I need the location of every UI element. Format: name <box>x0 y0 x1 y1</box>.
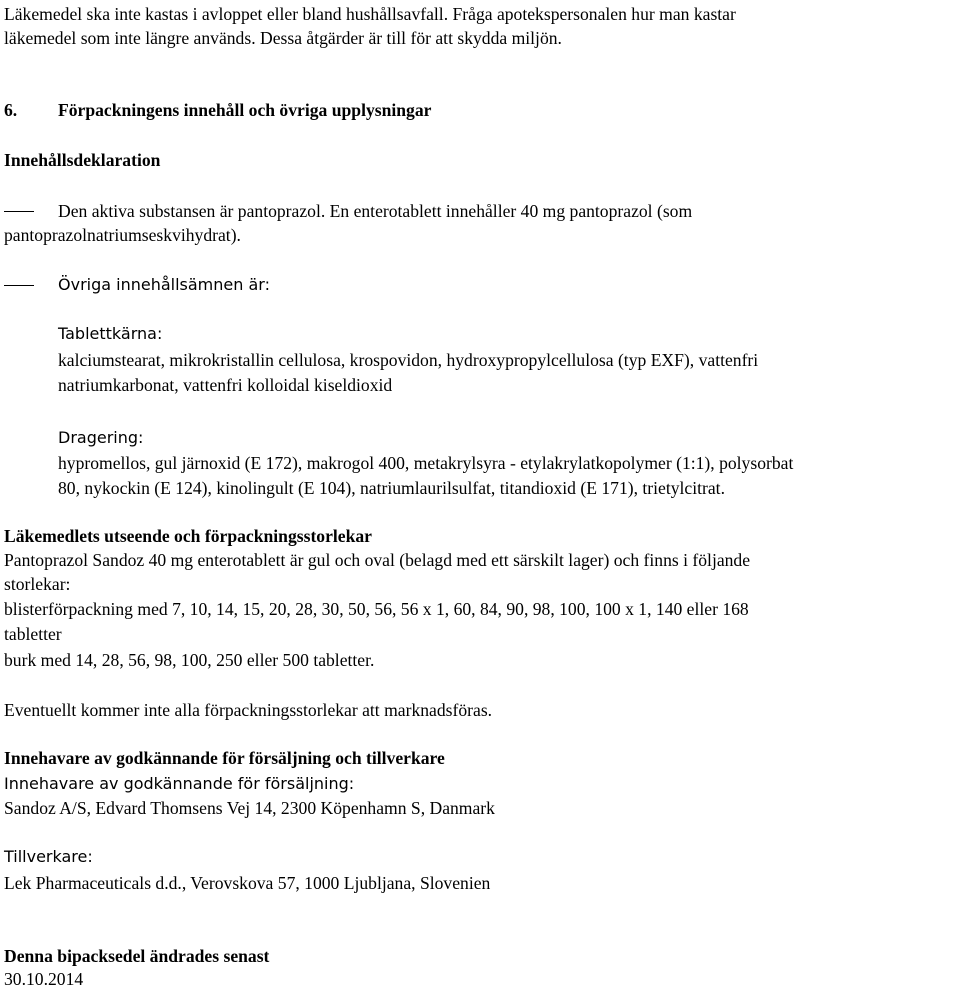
section-number: 6. <box>4 100 18 120</box>
tablet-core-line-1: kalciumstearat, mikrokristallin cellulosa, krospovidon, hydroxypropylcellulosa (typ EXF), vattenfri <box>58 350 759 370</box>
appearance-line-3: blisterförpackning med 7, 10, 14, 15, 20, 28, 30, 50, 56, 56 x 1, 60, 84, 90, 98, 100, 100 x 1, 140 eller 168 <box>4 599 749 619</box>
revision-date: 30.10.2014 <box>4 969 84 989</box>
manufacturer-value: Lek Pharmaceuticals d.d., Verovskova 57, 1000 Ljubljana, Slovenien <box>4 873 491 893</box>
appearance-line-1: Pantoprazol Sandoz 40 mg enterotablett är gul och oval (belagd med ett särskilt lager) och finns i följande <box>4 550 751 570</box>
tablet-core-label: Tablettkärna: <box>58 324 163 343</box>
intro-line-1: Läkemedel ska inte kastas i avloppet eller bland hushållsavfall. Fråga apotekspersonalen hur man kastar <box>4 4 736 24</box>
holder-label: Innehavare av godkännande för försäljning: <box>4 774 355 793</box>
tablet-core-line-2: natriumkarbonat, vattenfri kolloidal kiseldioxid <box>58 375 393 395</box>
revision-heading: Denna bipacksedel ändrades senast <box>4 946 270 966</box>
section-title: Förpackningens innehåll och övriga upplysningar <box>58 100 432 120</box>
holder-heading: Innehavare av godkännande för försäljning och tillverkare <box>4 748 445 768</box>
coating-line-2: 80, nykockin (E 124), kinolingult (E 104), natriumlaurilsulfat, titandioxid (E 171), trietylcitrat. <box>58 478 725 498</box>
appearance-line-2: storlekar: <box>4 574 71 594</box>
other-ingredients-heading: Övriga innehållsämnen är: <box>58 275 270 294</box>
active-substance-line-2: pantoprazolnatriumseskvihydrat). <box>4 225 241 245</box>
intro-line-2: läkemedel som inte längre används. Dessa åtgärder är till för att skydda miljön. <box>4 28 562 48</box>
appearance-heading: Läkemedlets utseende och förpackningsstorlekar <box>4 526 372 546</box>
section-subheading: Innehållsdeklaration <box>4 150 161 170</box>
bullet-dash <box>4 211 34 212</box>
bullet-dash <box>4 285 34 286</box>
appearance-line-4: tabletter <box>4 624 62 644</box>
active-substance-line-1: Den aktiva substansen är pantoprazol. En enterotablett innehåller 40 mg pantoprazol (som <box>58 201 693 221</box>
coating-label: Dragering: <box>58 428 144 447</box>
marketing-note: Eventuellt kommer inte alla förpackningsstorlekar att marknadsföras. <box>4 700 493 720</box>
manufacturer-label: Tillverkare: <box>4 847 93 866</box>
appearance-line-5: burk med 14, 28, 56, 98, 100, 250 eller 500 tabletter. <box>4 650 375 670</box>
holder-value: Sandoz A/S, Edvard Thomsens Vej 14, 2300 Köpenhamn S, Danmark <box>4 798 495 818</box>
coating-line-1: hypromellos, gul järnoxid (E 172), makrogol 400, metakrylsyra - etylakrylatkopolymer (1:1), polysorbat <box>58 453 794 473</box>
